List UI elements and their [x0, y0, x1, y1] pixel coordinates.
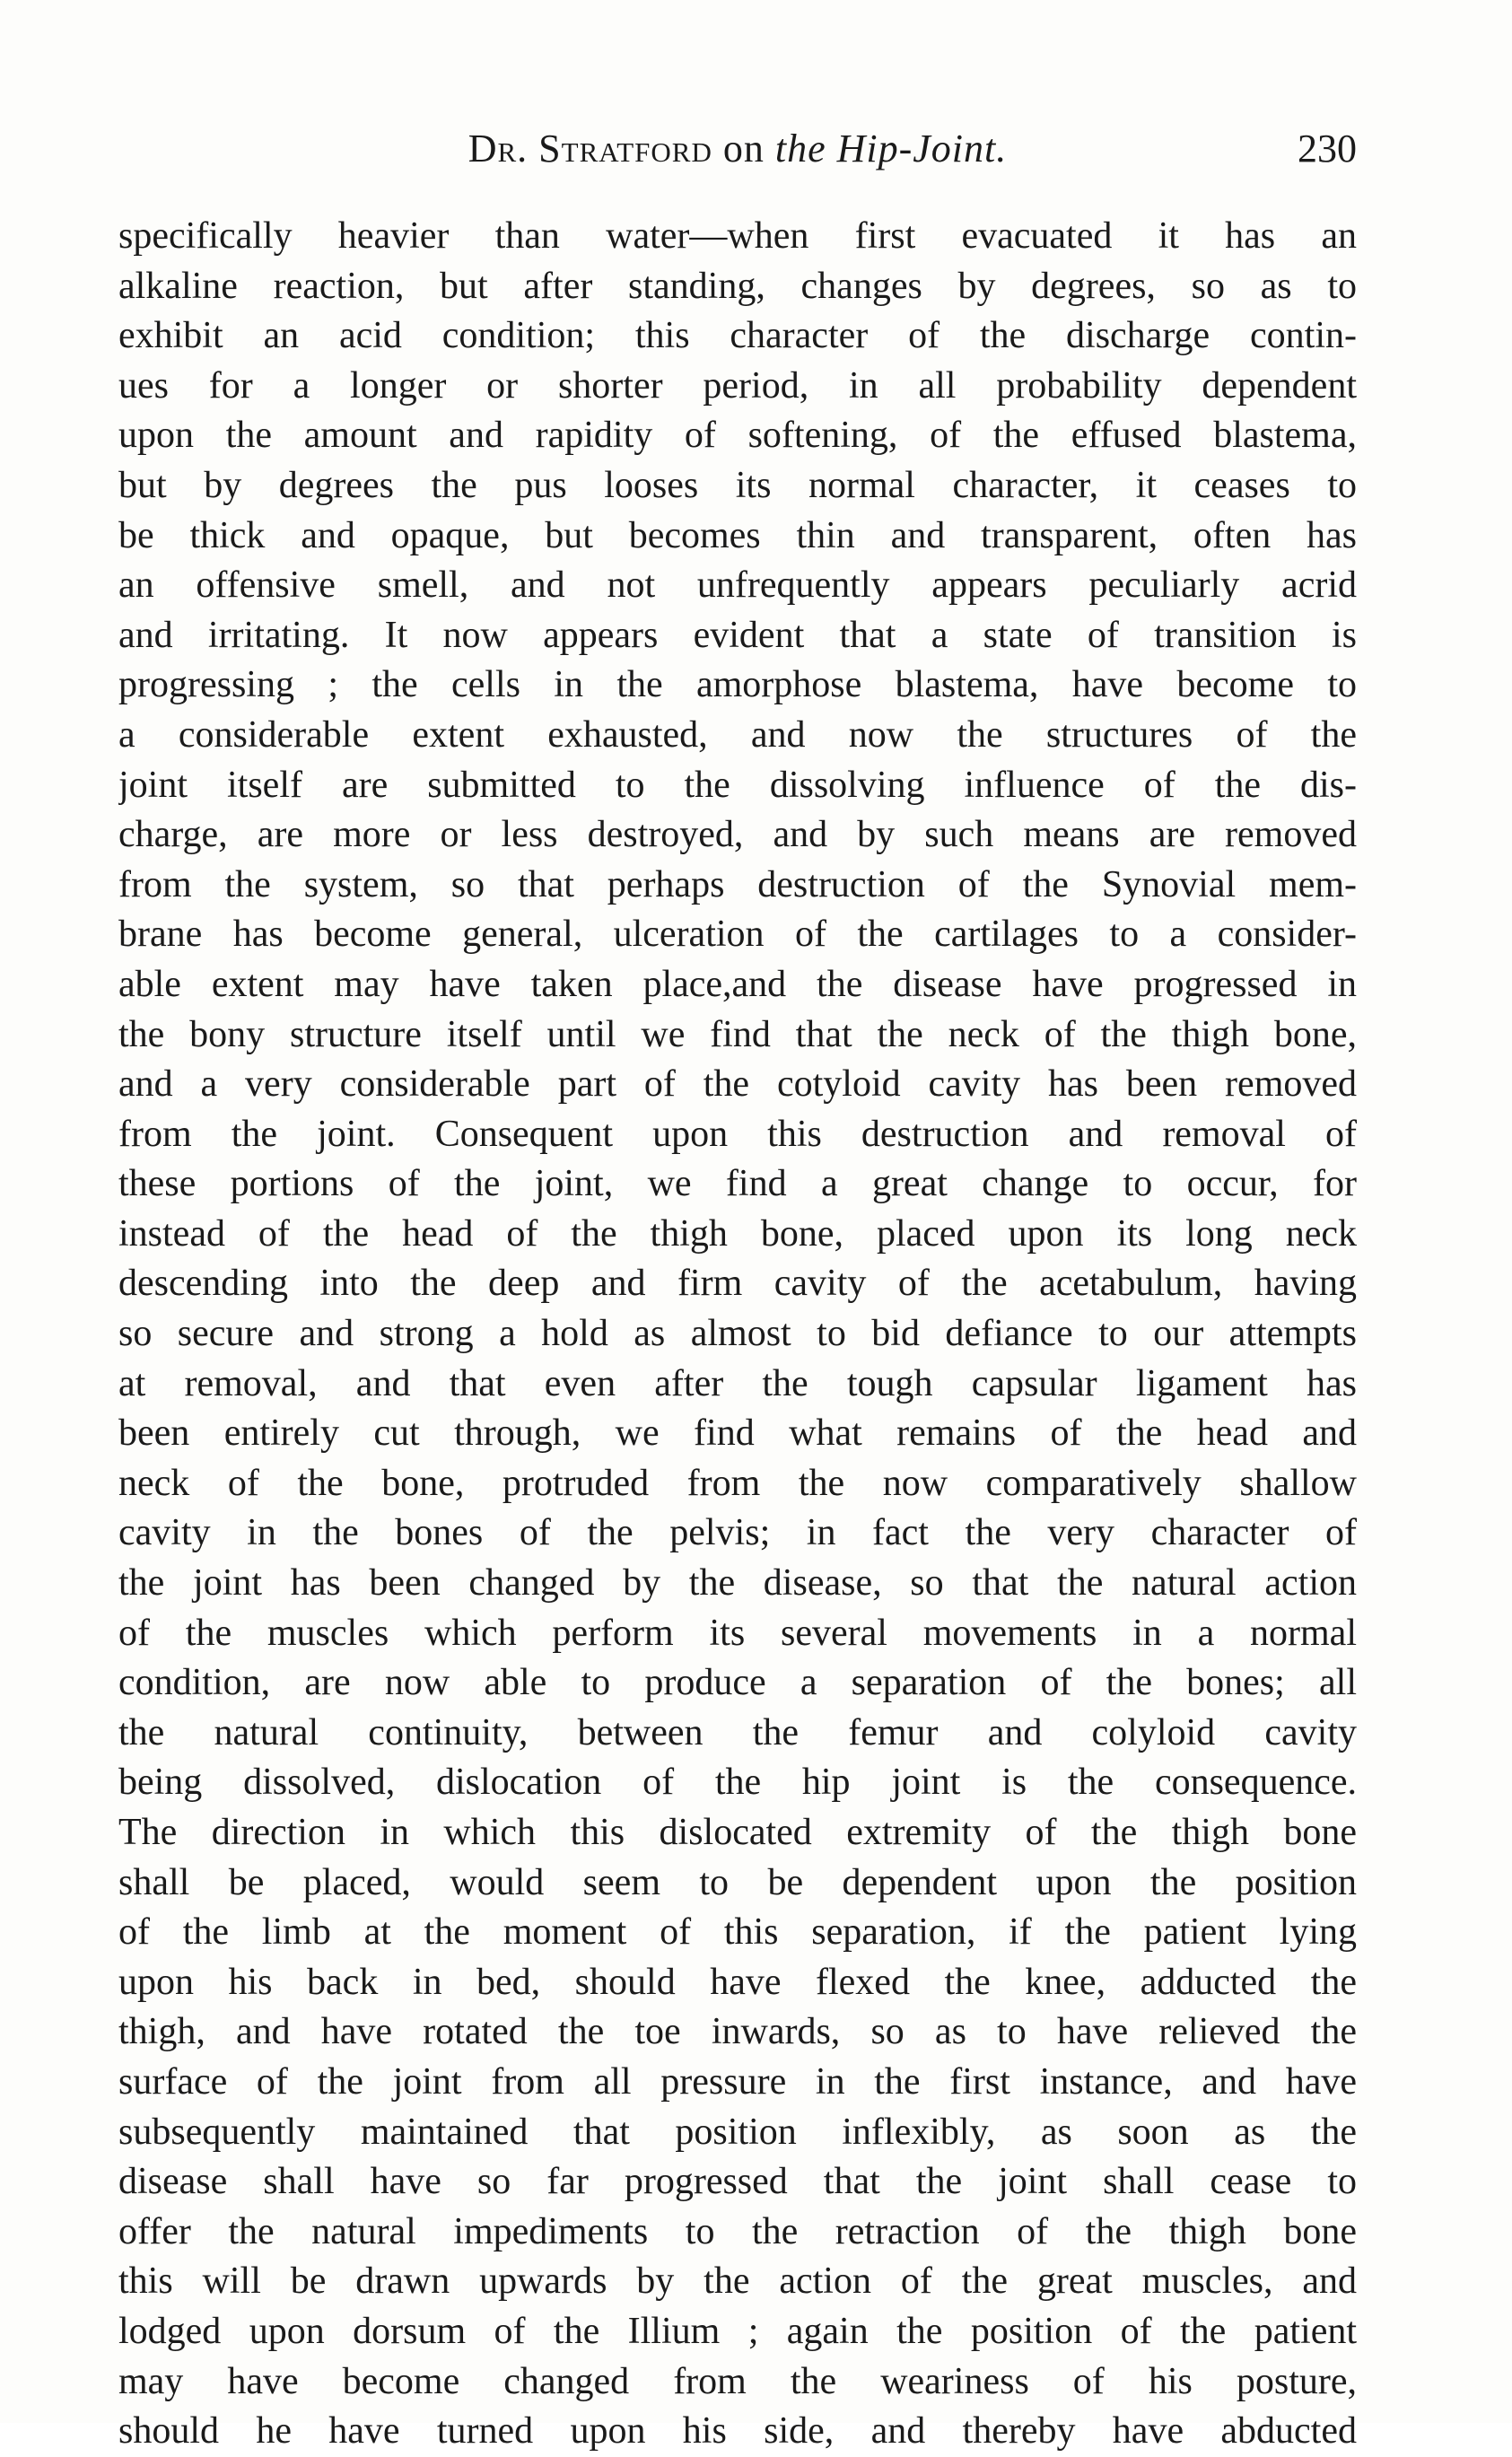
- text-line: alkaline reaction, but after standing, changes by degrees, so as to: [118, 265, 1357, 307]
- text-line: should he have turned upon his side, and thereby have abducted: [118, 2410, 1357, 2453]
- page-number: 230: [1298, 127, 1357, 171]
- text-line: the joint has been changed by the disease, so that the natural action: [118, 1562, 1357, 1604]
- text-line: may have become changed from the weariness of his posture,: [118, 2360, 1357, 2402]
- text-line: brane has become general, ulceration of the cartilages to a consider-: [118, 914, 1357, 956]
- text-line: from the joint. Consequent upon this destruction and removal of: [118, 1113, 1357, 1155]
- text-line: cavity in the bones of the pelvis; in fact the very character of: [118, 1512, 1357, 1554]
- text-line: the natural continuity, between the femur and colyloid cavity: [118, 1711, 1357, 1753]
- text-line: so secure and strong a hold as almost to bid defiance to our attempts: [118, 1313, 1357, 1355]
- text-line: able extent may have taken place,and the disease have progressed in: [118, 963, 1357, 1005]
- text-line: instead of the head of the thigh bone, placed upon its long neck: [118, 1212, 1357, 1255]
- text-line: disease shall have so far progressed that the joint shall cease to: [118, 2161, 1357, 2203]
- text-line: progressing ; the cells in the amorphose blastema, have become to: [118, 664, 1357, 706]
- text-line: the bony structure itself until we find that the neck of the thigh bone,: [118, 1013, 1357, 1055]
- text-line: of the limb at the moment of this separation, if the patient lying: [118, 1911, 1357, 1954]
- text-line: condition, are now able to produce a separation of the bones; all: [118, 1662, 1357, 1704]
- text-line: subsequently maintained that position inflexibly, as soon as the: [118, 2111, 1357, 2153]
- text-line: offer the natural impediments to the retraction of the thigh bone: [118, 2210, 1357, 2252]
- text-line: lodged upon dorsum of the Illium ; again the position of the patient: [118, 2310, 1357, 2352]
- text-line: The direction in which this dislocated extremity of the thigh bone: [118, 1812, 1357, 1853]
- text-line: this will be drawn upwards by the action of the great muscles, and: [118, 2260, 1357, 2303]
- text-line: be thick and opaque, but becomes thin and transparent, often has: [118, 514, 1357, 556]
- text-line: at removal, and that even after the tough capsular ligament has: [118, 1362, 1357, 1404]
- text-line: of the muscles which perform its several movements in a normal: [118, 1612, 1357, 1654]
- running-title-subject: the Hip-Joint.: [774, 127, 1008, 171]
- text-line: but by degrees the pus looses its normal character, it ceases to: [118, 464, 1357, 506]
- text-line: joint itself are submitted to the dissolving influence of the dis-: [118, 764, 1357, 806]
- text-line: charge, are more or less destroyed, and by such means are removed: [118, 814, 1357, 856]
- text-line: and a very considerable part of the cotyloid cavity has been removed: [118, 1063, 1357, 1106]
- text-line: upon his back in bed, should have flexed the knee, adducted the: [118, 1961, 1357, 2003]
- text-line: being dissolved, dislocation of the hip joint is the consequence.: [118, 1762, 1357, 1804]
- text-line: thigh, and have rotated the toe inwards, so as to have relieved the: [118, 2011, 1357, 2053]
- text-line: an offensive smell, and not unfrequently appears peculiarly acrid: [118, 564, 1357, 607]
- text-line: upon the amount and rapidity of softening, of the effused blastema,: [118, 415, 1357, 457]
- text-line: surface of the joint from all pressure in the first instance, and have: [118, 2060, 1357, 2103]
- text-line: these portions of the joint, we find a great change to occur, for: [118, 1163, 1357, 1205]
- text-line: descending into the deep and firm cavity of the acetabulum, having: [118, 1263, 1357, 1305]
- running-title: [118, 126, 1357, 171]
- text-line: neck of the bone, protruded from the now comparatively shallow: [118, 1462, 1357, 1504]
- text-line: specifically heavier than water—when first evacuated it has an: [118, 215, 1357, 257]
- text-line: ues for a longer or shorter period, in all probability dependent: [118, 364, 1357, 407]
- body-text: [118, 212, 1357, 2457]
- running-title-author: Dr. Stratford: [468, 127, 712, 171]
- running-head: [118, 126, 1357, 179]
- running-title-connector: on: [712, 127, 775, 171]
- text-line: been entirely cut through, we find what remains of the head and: [118, 1412, 1357, 1455]
- text-line: exhibit an acid condition; this character of the discharge contin-: [118, 315, 1357, 357]
- text-line: a considerable extent exhausted, and now the structures of the: [118, 713, 1357, 756]
- text-line: and irritating. It now appears evident that a state of transition is: [118, 614, 1357, 656]
- text-line: from the system, so that perhaps destruction of the Synovial mem-: [118, 863, 1357, 905]
- text-line: shall be placed, would seem to be dependent upon the position: [118, 1861, 1357, 1903]
